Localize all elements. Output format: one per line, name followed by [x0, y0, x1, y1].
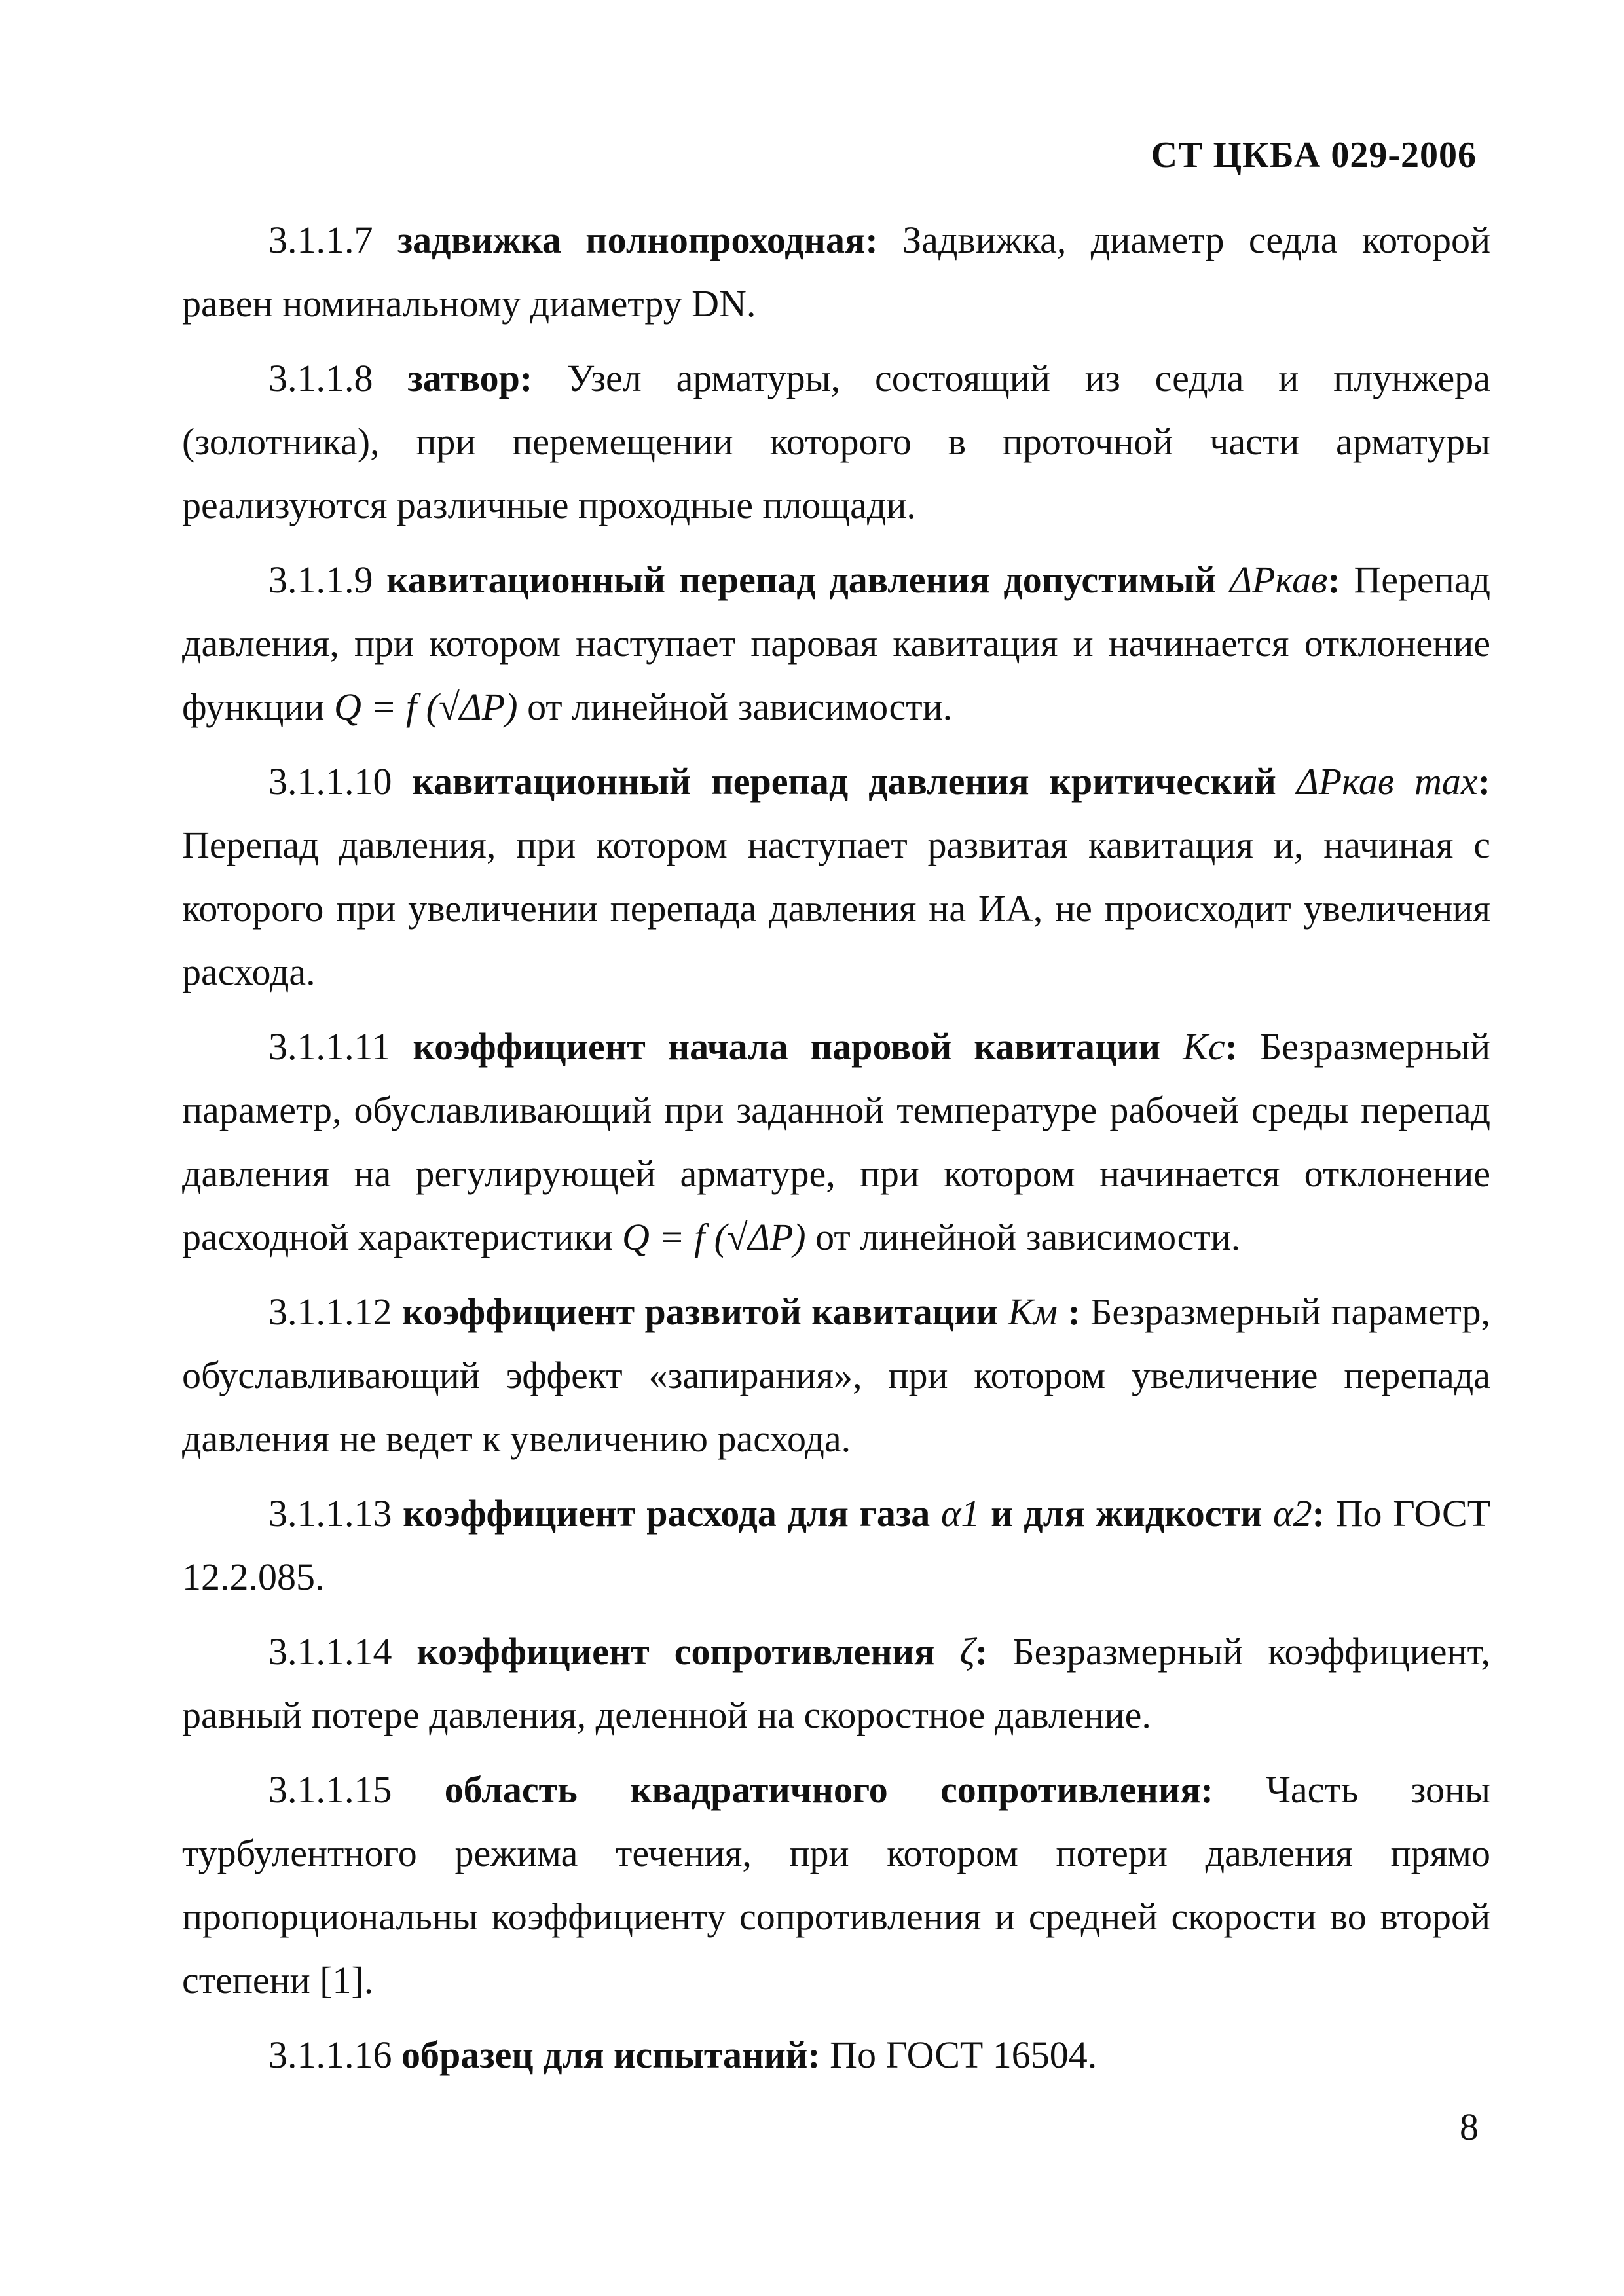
term: затвор: [407, 357, 533, 399]
symbol: Kc [1183, 1025, 1225, 1068]
clause-number: 3.1.1.10 [268, 760, 392, 803]
definition-text: Безразмерный параметр, обуславливающий при заданной температуре рабочей среды перепад давления на регулирующей арматуре, при котором начинается отклонение расходной характеристики [182, 1025, 1490, 1258]
colon: : [1312, 1492, 1325, 1535]
term: образец для испытаний: [401, 2033, 821, 2076]
clause-number: 3.1.1.9 [268, 558, 373, 601]
definition-3-1-1-10 [182, 750, 1490, 1004]
clause-number: 3.1.1.15 [268, 1768, 392, 1811]
term: коэффициент сопротивления [416, 1630, 935, 1673]
symbol: Kм [1008, 1290, 1058, 1333]
term: коэффициент развитой кавитации [401, 1290, 999, 1333]
formula: Q = f (√ΔP) [333, 685, 518, 728]
definitions-section [182, 208, 1490, 2098]
clause-number: 3.1.1.12 [268, 1290, 392, 1333]
formula: Q = f (√ΔP) [622, 1216, 806, 1258]
symbol: ΔPкав max [1296, 760, 1478, 803]
term: и для жидкости [991, 1492, 1263, 1535]
term: кавитационный перепад давления критический [412, 760, 1276, 803]
document-code-header: СТ ЦКБА 029-2006 [1151, 135, 1477, 175]
term: коэффициент расхода для газа [403, 1492, 931, 1535]
term: коэффициент начала паровой кавитации [413, 1025, 1161, 1068]
clause-number: 3.1.1.14 [268, 1630, 392, 1673]
colon: : [1067, 1290, 1080, 1333]
definition-text: Узел арматуры, состоящий из седла и плунжера (золотника), при перемещении которого в проточной части арматуры реализуются различные проходные площади. [182, 357, 1491, 526]
symbol: α2 [1273, 1492, 1312, 1535]
term: задвижка полнопроходная: [397, 219, 878, 261]
symbol: ζ [959, 1630, 975, 1673]
colon: : [1225, 1025, 1238, 1068]
definition-text: По ГОСТ 16504. [830, 2033, 1098, 2076]
clause-number: 3.1.1.8 [268, 357, 373, 399]
definition-3-1-1-16 [182, 2023, 1490, 2086]
clause-number: 3.1.1.11 [268, 1025, 391, 1068]
definition-3-1-1-14 [182, 1620, 1490, 1747]
definition-3-1-1-13 [182, 1482, 1490, 1609]
colon: : [1477, 760, 1491, 803]
definition-text: Часть зоны турбулентного режима течения, при котором потери давления прямо пропорциональны коэффициенту сопротивления и средней скорости во второй степени [1]. [182, 1768, 1491, 2001]
term: кавитационный перепад давления допустимый [386, 558, 1217, 601]
colon: : [974, 1630, 988, 1673]
term: область квадратичного сопротивления: [444, 1768, 1213, 1811]
definition-3-1-1-8 [182, 346, 1490, 537]
definition-text: Перепад давления, при котором наступает паровая кавитация и начинается отклонение функции [182, 558, 1491, 728]
symbol: ΔPкав [1229, 558, 1328, 601]
definition-text: Задвижка, диаметр седла которой равен номинальному диаметру DN. [182, 219, 1491, 325]
page-number: 8 [1460, 2105, 1479, 2148]
definition-text: По ГОСТ 12.2.085. [182, 1492, 1491, 1598]
definition-text-tail: от линейной зависимости. [815, 1216, 1241, 1258]
definition-3-1-1-11 [182, 1015, 1490, 1269]
clause-number: 3.1.1.13 [268, 1492, 392, 1535]
definition-text: Безразмерный параметр, обуславливающий эффект «запирания», при котором увеличение перепада давления не ведет к увеличению расхода. [182, 1290, 1491, 1460]
definition-3-1-1-7 [182, 208, 1490, 335]
definition-3-1-1-12 [182, 1280, 1490, 1470]
symbol: α1 [940, 1492, 980, 1535]
clause-number: 3.1.1.16 [268, 2033, 392, 2076]
clause-number: 3.1.1.7 [268, 219, 373, 261]
definition-text: Безразмерный коэффициент, равный потере давления, деленной на скоростное давление. [182, 1630, 1491, 1736]
definition-3-1-1-9 [182, 548, 1490, 738]
definition-text: Перепад давления, при котором наступает развитая кавитация и, начиная с которого при увеличении перепада давления на ИА, не происходит увеличения расхода. [182, 824, 1490, 993]
colon: : [1327, 558, 1340, 601]
definition-3-1-1-15 [182, 1758, 1490, 2012]
definition-text-tail: от линейной зависимости. [527, 685, 953, 728]
